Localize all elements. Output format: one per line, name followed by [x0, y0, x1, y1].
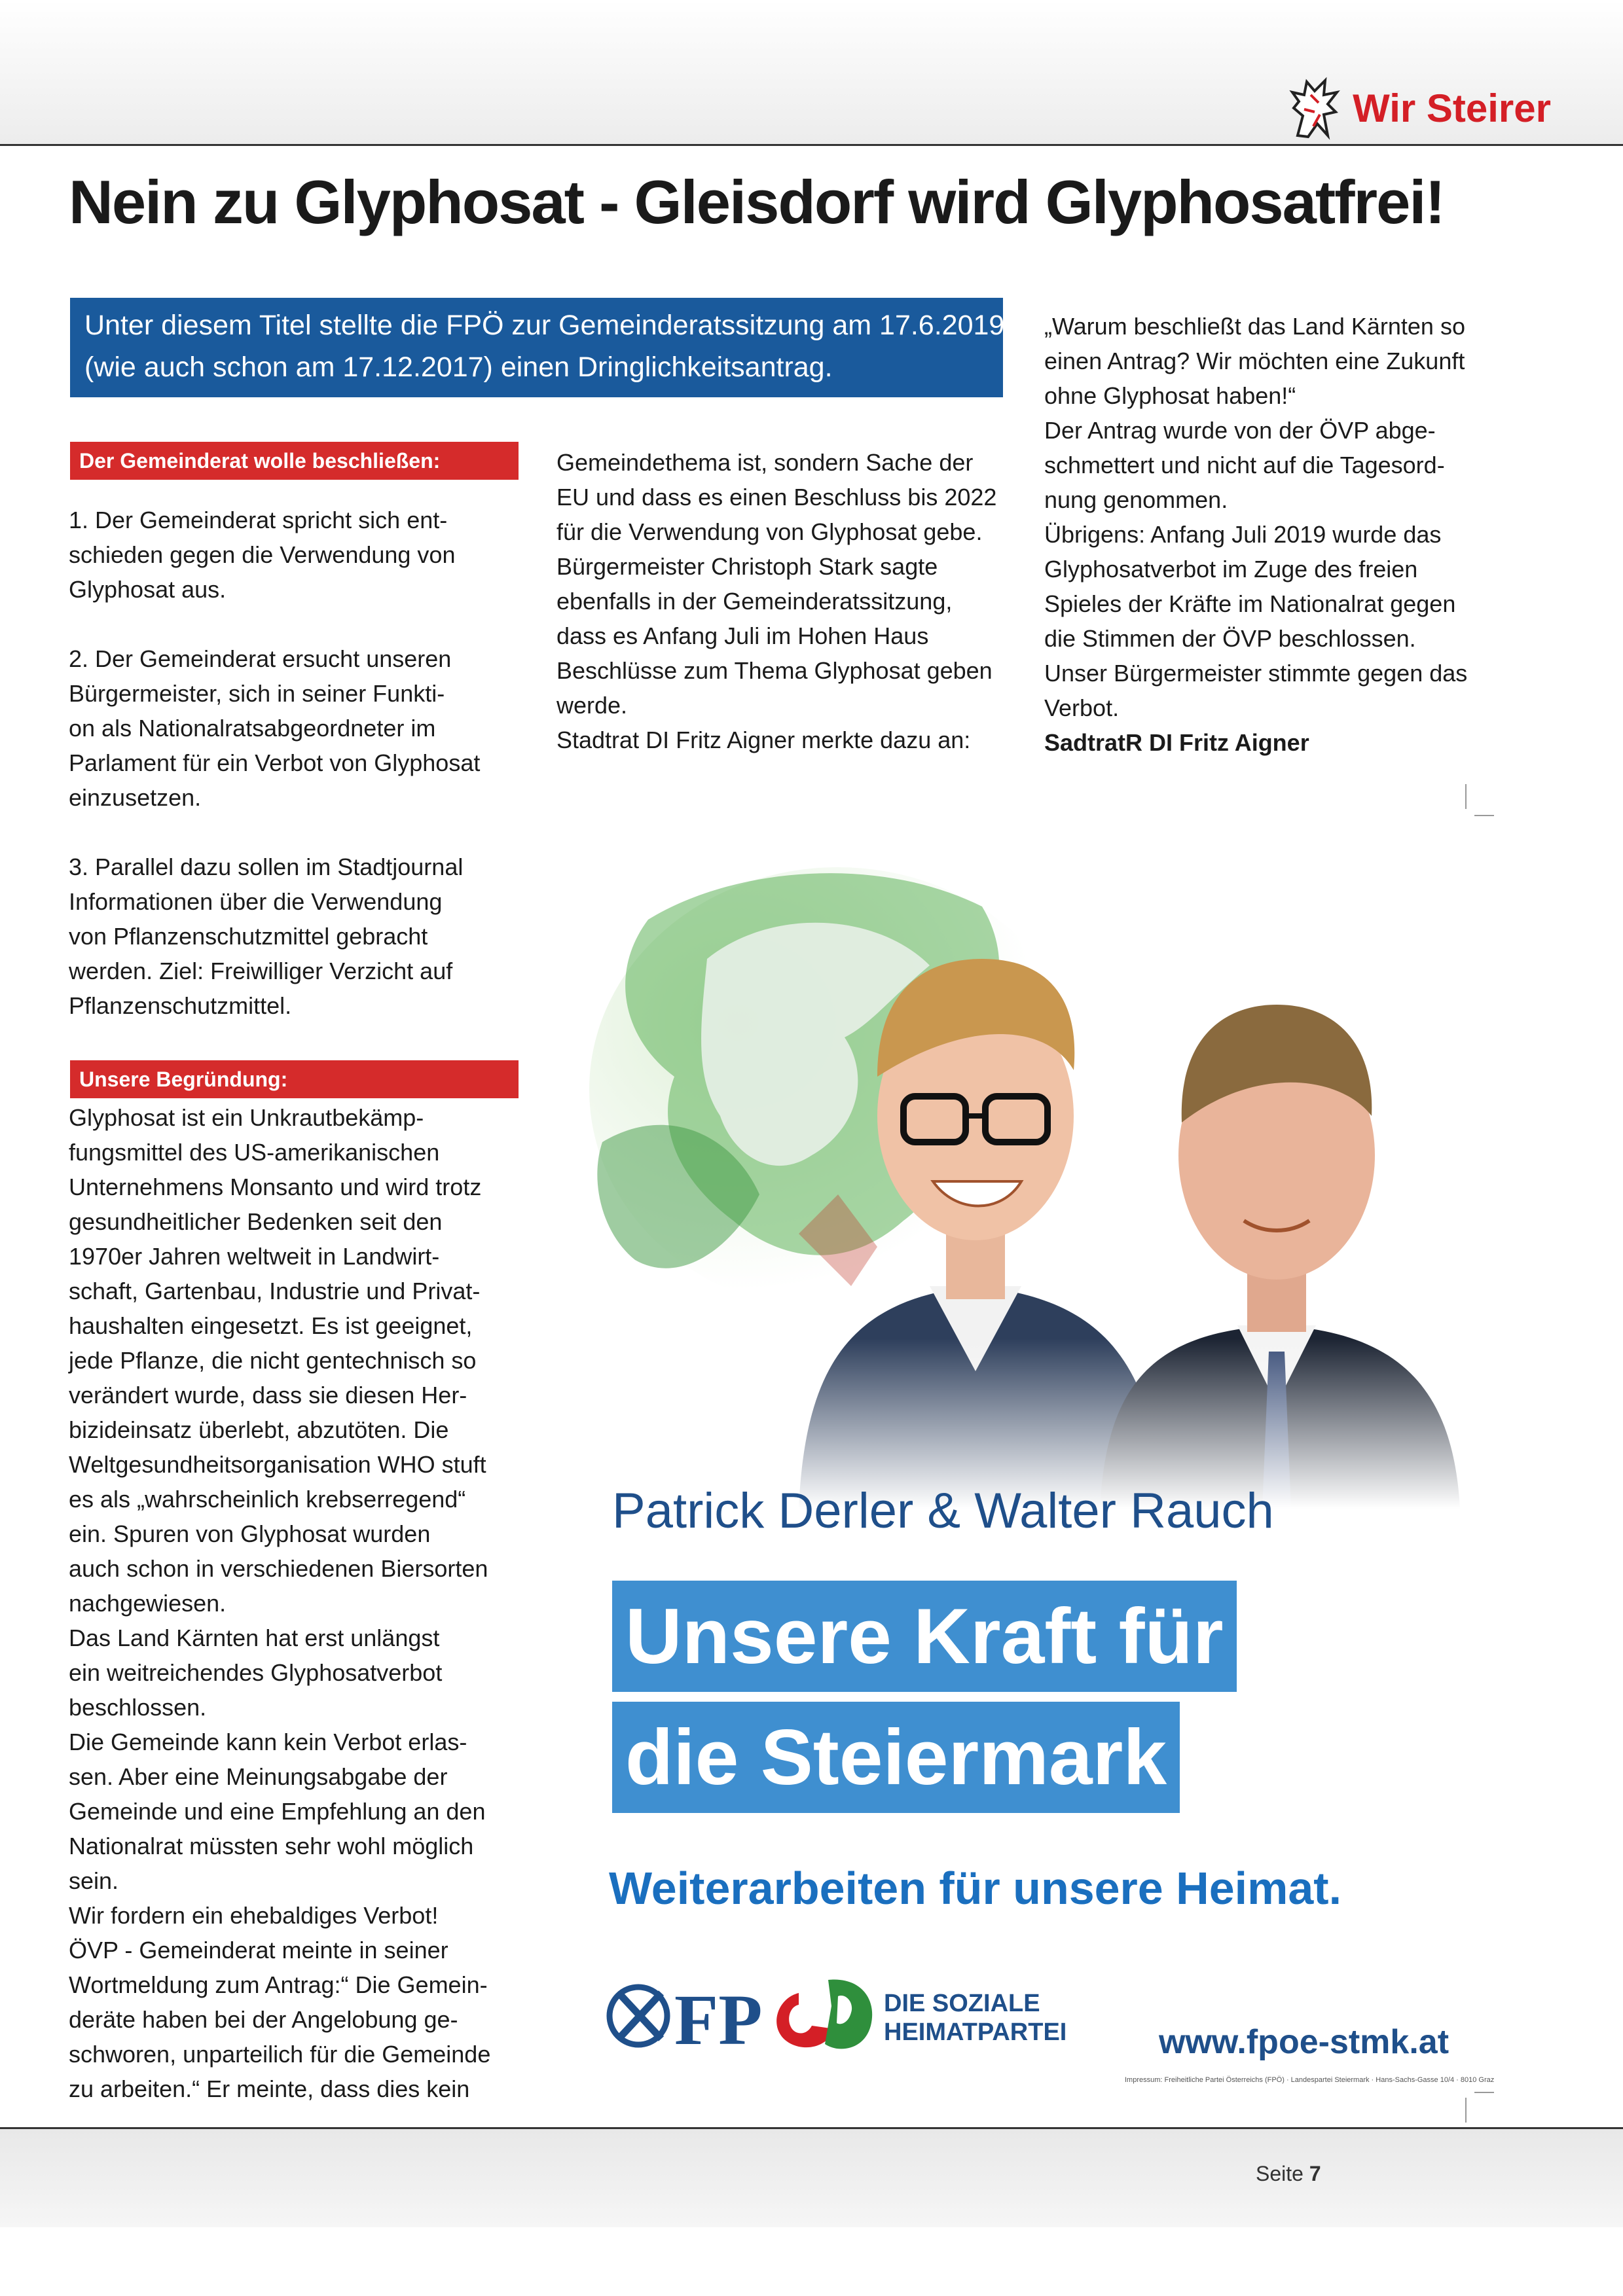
party-short: FP — [674, 1980, 763, 2058]
party-claim-2: HEIMATPARTEI — [884, 2018, 1067, 2046]
page-title: Nein zu Glyphosat - Gleisdorf wird Glyphosatfrei! — [69, 168, 1444, 236]
text-line — [69, 607, 480, 641]
text-line: es als „wahrscheinlich krebserregend“ — [69, 1486, 466, 1513]
text-line: nung genommen. — [1044, 486, 1228, 513]
page-label: Seite — [1256, 2162, 1304, 2185]
text-line: die Stimmen der ÖVP beschlossen. — [1044, 625, 1416, 652]
crop-mark — [1474, 815, 1494, 816]
text-line: zu arbeiten.“ Er meinte, dass dies kein — [69, 2075, 470, 2102]
text-line: deräte haben bei der Angelobung ge- — [69, 2006, 458, 2033]
signature: SadtratR DI Fritz Aigner — [1044, 729, 1309, 756]
text-line: ÖVP - Gemeinderat meinte in seiner — [69, 1937, 448, 1964]
brand — [1285, 75, 1551, 141]
text-line: Unser Bürgermeister stimmte gegen das — [1044, 660, 1468, 687]
text-line: Beschlüsse zum Thema Glyphosat geben — [556, 657, 993, 684]
text-line: Unternehmens Monsanto und wird trotz — [69, 1174, 482, 1200]
text-line: Übrigens: Anfang Juli 2019 wurde das — [1044, 521, 1442, 548]
panther-icon — [1285, 75, 1343, 141]
text-line: von Pflanzenschutzmittel gebracht — [69, 923, 428, 950]
column3-text — [1044, 309, 1467, 760]
tagline: Weiterarbeiten für unsere Heimat. — [609, 1863, 1342, 1914]
text-line: Stadtrat DI Fritz Aigner merkte dazu an: — [556, 726, 971, 753]
slogan-line-1: Unsere Kraft für — [612, 1581, 1237, 1692]
section-label-begruendung: Unsere Begründung: — [70, 1060, 519, 1098]
crop-mark — [1465, 2098, 1467, 2123]
column2-text — [556, 445, 996, 757]
text-line: ein weitreichendes Glyphosatverbot — [69, 1659, 443, 1686]
candidates-photo — [563, 828, 1476, 1509]
text-line: on als Nationalratsabgeordneter im — [69, 715, 436, 742]
text-line: fungsmittel des US-amerikanischen — [69, 1139, 440, 1166]
section-label-beschluss: Der Gemeinderat wolle beschließen: — [70, 442, 519, 480]
header-rule — [0, 144, 1623, 146]
text-line: Spieles der Kräfte im Nationalrat gegen — [1044, 590, 1456, 617]
text-line: einzusetzen. — [69, 784, 202, 811]
text-line: haushalten eingesetzt. Es ist geeignet, — [69, 1312, 473, 1339]
text-line: gesundheitlicher Bedenken seit den — [69, 1208, 443, 1235]
intro-line: Unter diesem Titel stellte die FPÖ zur Gemeinderatssitzung am 17.6.2019 — [84, 310, 1005, 341]
candidate-names: Patrick Derler & Walter Rauch — [612, 1483, 1274, 1539]
text-line: 1970er Jahren weltweit in Landwirt- — [69, 1243, 440, 1270]
brand-name: Wir Steirer — [1353, 86, 1551, 130]
text-line: schieden gegen die Verwendung von — [69, 541, 456, 568]
text-line: Die Gemeinde kann kein Verbot erlas- — [69, 1729, 467, 1755]
text-line: „Warum beschließt das Land Kärnten so — [1044, 313, 1465, 340]
text-line: Pflanzenschutzmittel. — [69, 992, 292, 1019]
text-line: bizideinsatz überlebt, abzutöten. Die — [69, 1416, 449, 1443]
crop-mark — [1465, 784, 1467, 809]
text-line: schmettert und nicht auf die Tagesord- — [1044, 452, 1445, 478]
text-line: Glyphosat aus. — [69, 576, 227, 603]
text-line: werden. Ziel: Freiwilliger Verzicht auf — [69, 958, 453, 984]
footer-band — [0, 2129, 1623, 2227]
text-line: Glyphosatverbot im Zuge des freien — [1044, 556, 1418, 583]
impressum: Impressum: Freiheitliche Partei Österreichs (FPÖ) · Landespartei Steiermark · Hans-Sachs-Gasse 10/4 · 8010 Graz — [1125, 2076, 1495, 2084]
text-line: ebenfalls in der Gemeinderatssitzung, — [556, 588, 953, 615]
text-line: Gemeinde und eine Empfehlung an den — [69, 1798, 486, 1825]
text-line: nachgewiesen. — [69, 1590, 227, 1617]
text-line: Gemeindethema ist, sondern Sache der — [556, 449, 974, 476]
text-line: Informationen über die Verwendung — [69, 888, 443, 915]
text-line: ein. Spuren von Glyphosat wurden — [69, 1520, 431, 1547]
fpoe-logo-icon — [602, 1967, 1074, 2058]
slogan-line-2: die Steiermark — [612, 1702, 1180, 1813]
text-line: schworen, unparteilich für die Gemeinde — [69, 2041, 491, 2068]
text-line: Bürgermeister, sich in seiner Funkti- — [69, 680, 445, 707]
text-line: Wortmeldung zum Antrag:“ Die Gemein- — [69, 1971, 488, 1998]
crop-mark — [1474, 2092, 1494, 2093]
text-line: schaft, Gartenbau, Industrie und Privat- — [69, 1278, 481, 1304]
intro-line: (wie auch schon am 17.12.2017) einen Dringlichkeitsantrag. — [84, 351, 833, 383]
page-number — [1256, 2162, 1321, 2186]
text-line: beschlossen. — [69, 1694, 207, 1721]
text-line: werde. — [556, 692, 628, 719]
column1-block1 — [69, 503, 480, 1023]
text-line: Nationalrat müssten sehr wohl möglich — [69, 1833, 474, 1859]
page-number-value: 7 — [1309, 2162, 1321, 2185]
intro-box — [70, 298, 1003, 397]
text-line: Verbot. — [1044, 694, 1120, 721]
party-claim-1: DIE SOZIALE — [884, 1990, 1040, 2017]
text-line: Der Antrag wurde von der ÖVP abge- — [1044, 417, 1436, 444]
text-line: Parlament für ein Verbot von Glyphosat — [69, 749, 481, 776]
text-line: EU und dass es einen Beschluss bis 2022 — [556, 484, 997, 511]
text-line: Glyphosat ist ein Unkrautbekämp- — [69, 1104, 424, 1131]
text-line: 1. Der Gemeinderat spricht sich ent- — [69, 507, 448, 533]
text-line: verändert wurde, dass sie diesen Her- — [69, 1382, 467, 1408]
text-line: Das Land Kärnten hat erst unlängst — [69, 1624, 440, 1651]
text-line: Weltgesundheitsorganisation WHO stuft — [69, 1451, 486, 1478]
text-line: sein. — [69, 1867, 119, 1894]
text-line: 2. Der Gemeinderat ersucht unseren — [69, 645, 452, 672]
text-line: sen. Aber eine Meinungsabgabe der — [69, 1763, 448, 1790]
text-line: ohne Glyphosat haben!“ — [1044, 382, 1296, 409]
text-line: Wir fordern ein ehebaldiges Verbot! — [69, 1902, 439, 1929]
text-line: auch schon in verschiedenen Biersorten — [69, 1555, 488, 1582]
text-line — [69, 815, 480, 850]
website-link[interactable]: www.fpoe-stmk.at — [1159, 2023, 1450, 2061]
column1-block2 — [69, 1100, 490, 2106]
text-line: für die Verwendung von Glyphosat gebe. — [556, 518, 983, 545]
text-line: 3. Parallel dazu sollen im Stadtjournal — [69, 853, 464, 880]
text-line: Bürgermeister Christoph Stark sagte — [556, 553, 938, 580]
text-line: dass es Anfang Juli im Hohen Haus — [556, 622, 929, 649]
text-line: einen Antrag? Wir möchten eine Zukunft — [1044, 348, 1465, 374]
text-line: jede Pflanze, die nicht gentechnisch so — [69, 1347, 477, 1374]
